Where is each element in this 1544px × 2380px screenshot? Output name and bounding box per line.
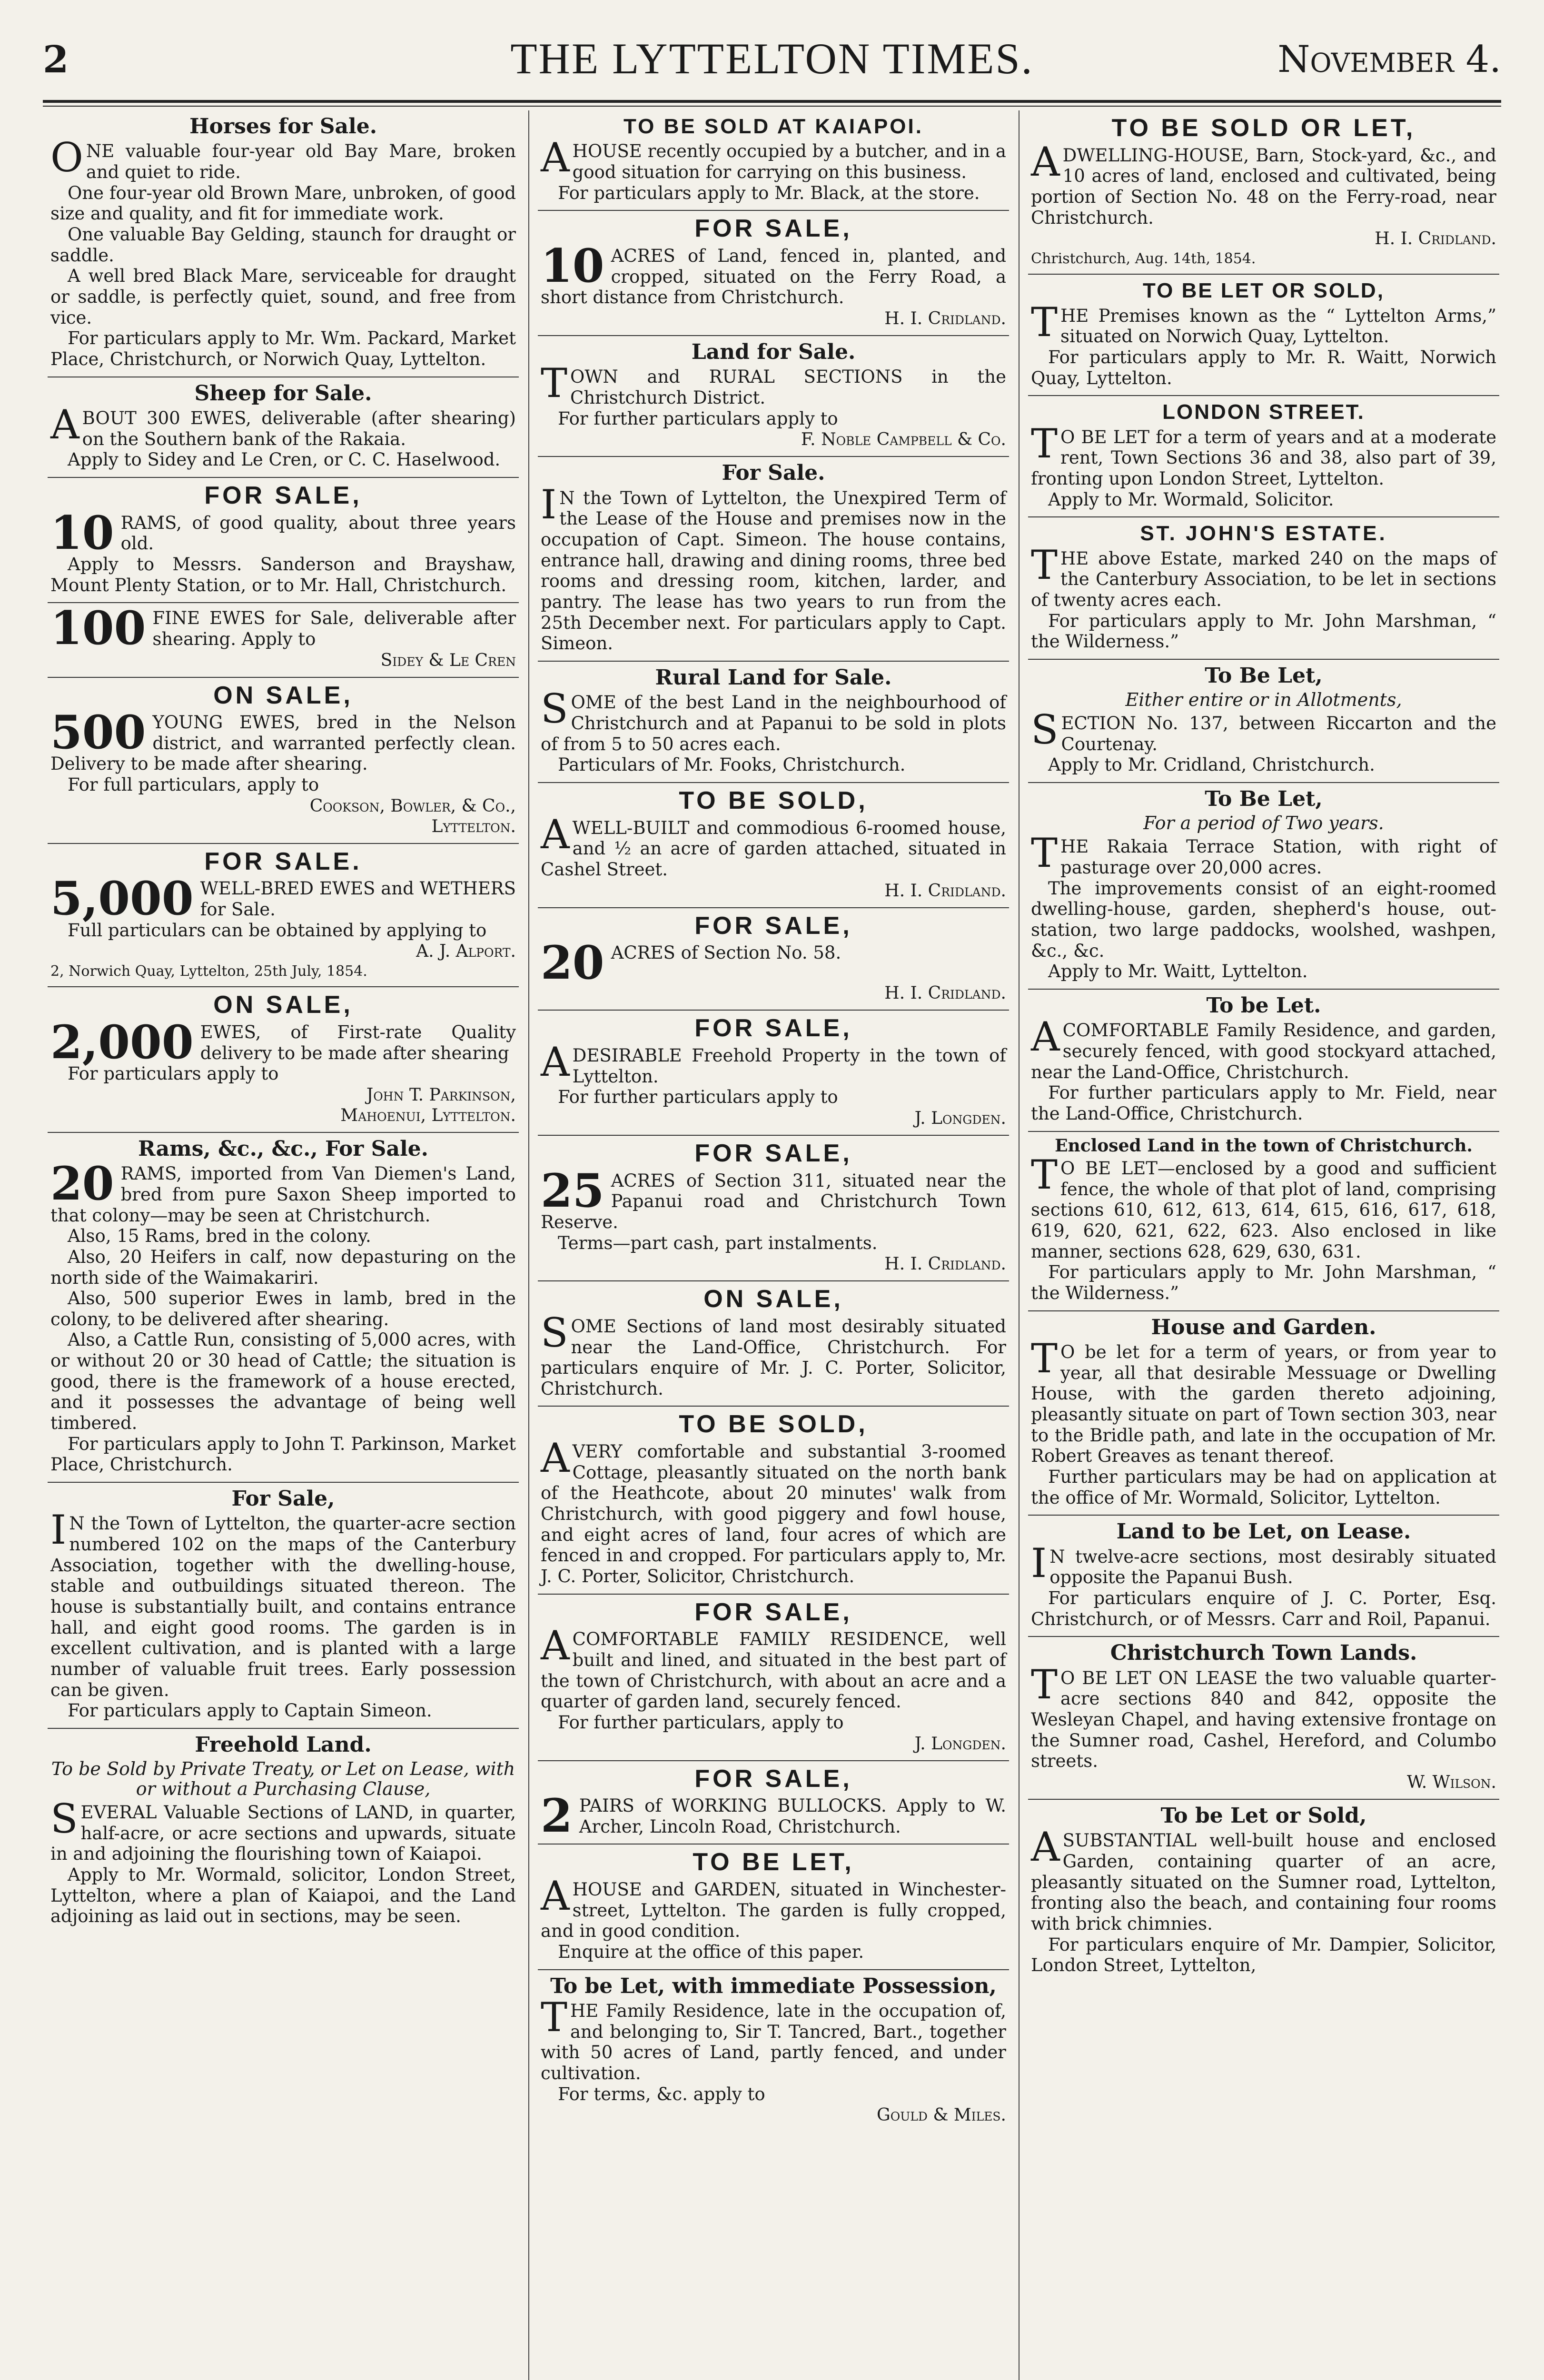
large-figure: 2,000: [50, 1015, 194, 1069]
drop-cap: T: [1031, 830, 1058, 877]
drop-cap: A: [541, 1435, 570, 1482]
ad-text: For particulars apply to Mr. Black, at the store.: [558, 182, 980, 203]
ad-heading: To be Let.: [1206, 993, 1321, 1018]
issue-date: November 4.: [1277, 38, 1501, 81]
ad-rams-for-sale: [48, 478, 519, 603]
ad-heading: To Be Let,: [1205, 663, 1323, 688]
drop-cap: O: [50, 134, 83, 181]
ad-heading: Christchurch Town Lands.: [1110, 1641, 1417, 1666]
ad-body: HE above Estate, marked 240 on the maps of the Canterbury Association, to be let in sections of twenty acres each.: [1031, 548, 1496, 610]
ad-text: Apply to Sidey and Le Cren, or C. C. Haselwood.: [68, 449, 501, 470]
ad-heading: TO BE SOLD OR LET,: [1111, 114, 1416, 142]
ad-heading: TO BE SOLD,: [679, 1410, 868, 1438]
drop-cap: T: [1031, 420, 1058, 467]
drop-cap: I: [541, 481, 557, 528]
ad-sumner-road-house: [1028, 1800, 1499, 1983]
ad-text: For further particulars apply to: [558, 1087, 838, 1108]
ad-text: For particulars apply to Captain Simeon.: [68, 1700, 432, 1721]
ad-heading: TO BE SOLD AT KAIAPOI.: [624, 115, 923, 138]
ad-text: For particulars apply to Mr. John Marshman, “ the Wilderness.”: [1031, 1262, 1496, 1304]
ad-body: WELL-BRED EWES and WETHERS for Sale.: [200, 878, 516, 920]
ad-heading: TO BE LET OR SOLD,: [1143, 279, 1385, 303]
ad-town-section-102: [48, 1483, 519, 1729]
masthead: [43, 24, 1501, 90]
ad-heading: LONDON STREET.: [1162, 400, 1365, 424]
ad-body: DWELLING-HOUSE, Barn, Stock-yard, &c., and 10 acres of land, enclosed and cultivated, being portion of Section No. 48 on the Ferry-road, near Christchurch.: [1031, 145, 1496, 228]
ad-family-residence-land-office: [1028, 990, 1499, 1132]
drop-cap: I: [50, 1507, 67, 1554]
ad-signature: A. J. Alport.: [416, 942, 516, 962]
ad-body: O be let for a term of years, or from year to year, all that desirable Messuage or Dwelling House, with the garden thereto adjoining, pleasantly situate on part of Town section 303, near to the Bridle path, and late in the occupation of Mr. Robert Greaves as tenant thereof.: [1031, 1342, 1496, 1467]
ad-body: HE Family Residence, late in the occupation of, and belonging to, Sir T. Tancred, Bart., together with 50 acres of Land, partly fenced, and under cultivation.: [541, 2001, 1006, 2084]
ad-london-street: [1028, 396, 1499, 517]
drop-cap: T: [541, 1994, 568, 2041]
drop-cap: S: [1031, 706, 1059, 754]
ad-heading: FOR SALE,: [694, 1765, 852, 1793]
ad-heading: Rural Land for Sale.: [655, 665, 892, 690]
drop-cap: T: [1031, 1661, 1058, 1708]
ad-body: WELL-BUILT and commodious 6-roomed house, and ½ an acre of garden attached, situated in Cashel Street.: [541, 817, 1006, 880]
ad-young-ewes: [48, 678, 519, 844]
ad-text: Also, 15 Rams, bred in the colony.: [68, 1226, 371, 1247]
ad-tancred-residence: [538, 1970, 1009, 2132]
ad-text: Apply to Mr. Wormald, solicitor, London Street, Lyttelton, where a plan of Kaiapoi, and the Land adjoining as laid out in sections, may be seen.: [50, 1864, 516, 1927]
ad-text: For particulars enquire of J. C. Porter, Esq. Christchurch, or of Messrs. Carr and Roil, Papanui.: [1031, 1588, 1496, 1629]
ad-dateline: Christchurch, Aug. 14th, 1854.: [1031, 250, 1256, 268]
ad-rural-land: [538, 662, 1009, 783]
drop-cap: A: [1031, 1013, 1060, 1061]
ad-lyttelton-arms: [1028, 275, 1499, 396]
ad-heading: TO BE LET,: [693, 1848, 854, 1876]
ad-text: Apply to Mr. Waitt, Lyttelton.: [1048, 961, 1308, 982]
ad-heading: FOR SALE,: [204, 481, 362, 509]
drop-cap: S: [541, 1309, 568, 1356]
ad-body: HE Rakaia Terrace Station, with right of pasturage over 20,000 acres.: [1060, 836, 1496, 878]
ad-body: ACRES of Land, fenced in, planted, and cropped, situated on the Ferry Road, a short distance from Christchurch.: [541, 245, 1006, 308]
ad-heading: Sheep for Sale.: [194, 381, 372, 406]
ad-body: VERY comfortable and substantial 3-roomed Cottage, pleasantly situated on the north bank of the Heathcote, about 20 minutes' walk from Christchurch, with good piggery and fowl house, and eight acres of land, four acres of which are fenced in and cropped. For particulars apply to, Mr. J. C. Porter, Solicitor, Christchurch.: [541, 1441, 1006, 1587]
large-figure: 5,000: [50, 872, 194, 926]
ad-section-311: [538, 1136, 1009, 1281]
ad-text: For full particulars, apply to: [68, 774, 319, 795]
ad-text: Apply to Mr. Cridland, Christchurch.: [1048, 754, 1375, 775]
ad-text: For particulars enquire of Mr. Dampier, Solicitor, London Street, Lyttelton,: [1031, 1934, 1496, 1976]
ad-signature: Gould & Miles.: [876, 2105, 1006, 2125]
ad-section-58: [538, 908, 1009, 1011]
ad-body: N the Town of Lyttelton, the Unexpired Term of the Lease of the House and premises now in the occupation of Capt. Simeon. The house contains, entrance hall, drawing and dining rooms, three bed rooms and dressing room, kitchen, larder, and pantry. The lease has two years to run from the 25th December next. For particulars apply to Capt. Simeon.: [541, 487, 1006, 654]
ad-heading: To be Let, with immediate Possession,: [550, 1973, 997, 1998]
ad-heading: FOR SALE.: [204, 847, 362, 875]
ad-body: ACRES of Section 311, situated near the Papanui road and Christchurch Town Reserve.: [541, 1170, 1006, 1232]
ad-body: O BE LET for a term of years and at a moderate rent, Town Sections 36 and 38, also part of 39, fronting upon London Street, Lyttelton.: [1031, 426, 1496, 489]
large-figure: 10: [541, 238, 604, 293]
ad-body: ECTION No. 137, between Riccarton and the Courtenay.: [1061, 713, 1496, 754]
ad-heading: Land to be Let, on Lease.: [1116, 1519, 1411, 1544]
drop-cap: S: [541, 685, 568, 733]
ad-horses-for-sale: [48, 110, 519, 377]
ad-heading: Enclosed Land in the town of Christchurch.: [1055, 1135, 1473, 1156]
ad-signature: F. Noble Campbell & Co.: [801, 430, 1006, 450]
ad-body: EWES, of First-rate Quality delivery to be made after shearing: [200, 1021, 516, 1063]
ad-text: Enquire at the office of this paper.: [558, 1942, 864, 1963]
ad-text: Terms—part cash, part instalments.: [558, 1232, 878, 1253]
large-figure: 100: [50, 601, 146, 655]
column-divider: [528, 110, 529, 2380]
drop-cap: A: [1031, 138, 1060, 185]
ad-text: For particulars apply to Mr. John Marshman, “ the Wilderness.”: [1031, 610, 1496, 652]
ad-text: The improvements consist of an eight-roomed dwelling-house, garden, shepherd's house, out-station, two large paddocks, woolshed, washpen, &c., &c.: [1031, 878, 1496, 961]
masthead-rule-thin: [43, 106, 1501, 107]
large-figure: 500: [50, 705, 146, 760]
ad-body: O BE LET—enclosed by a good and sufficient fence, the whole of that plot of land, comprising sections 610, 612, 613, 614, 615, 616, 617, 618, 619, 620, 621, 622, 623. Also enclosed in like manner, sections 628, 629, 630, 631.: [1031, 1158, 1496, 1262]
ad-text: One four-year old Brown Mare, unbroken, of good size and quality, and fit for immediate work.: [50, 182, 516, 224]
ad-text: Also, 20 Heifers in calf, now depasturing on the north side of the Waimakariri.: [50, 1246, 516, 1288]
ad-house-and-garden: [1028, 1311, 1499, 1516]
ad-subheading: Either entire or in Allotments,: [1125, 689, 1402, 711]
drop-cap: A: [1031, 1824, 1060, 1871]
ad-text: Apply to Mr. Wormald, Solicitor.: [1048, 489, 1334, 510]
ad-heading: Freehold Land.: [195, 1733, 372, 1757]
ad-heading: FOR SALE,: [694, 1014, 852, 1042]
ad-lease-lyttelton: [538, 457, 1009, 662]
column-2: [538, 110, 1009, 2380]
ad-heading: House and Garden.: [1151, 1315, 1376, 1339]
ad-rakaia-terrace-station: [1028, 783, 1499, 990]
large-figure: 10: [50, 506, 114, 560]
ad-text: Particulars of Mr. Fooks, Christchurch.: [558, 754, 906, 775]
ad-heading: TO BE SOLD,: [679, 786, 868, 814]
ad-heading: ST. JOHN'S ESTATE.: [1140, 522, 1387, 545]
ad-fine-ewes: [48, 603, 519, 677]
ad-heathcote-cottage: [538, 1407, 1009, 1594]
ad-text: For particulars apply to Mr. R. Waitt, Norwich Quay, Lyttelton.: [1031, 347, 1496, 388]
drop-cap: A: [541, 1039, 570, 1086]
large-figure: 20: [50, 1157, 114, 1211]
ad-body: PAIRS of WORKING BULLOCKS. Apply to W. Archer, Lincoln Road, Christchurch.: [579, 1795, 1006, 1837]
ad-heading: For Sale.: [722, 461, 825, 486]
ad-heading: For Sale,: [231, 1487, 335, 1511]
ad-signature: J. Longden.: [914, 1734, 1006, 1754]
ad-text: Full particulars can be obtained by applying to: [68, 920, 487, 941]
ad-body: ACRES of Section No. 58.: [611, 942, 841, 963]
ad-sheep-for-sale: [48, 377, 519, 478]
ad-text: For further particulars apply to Mr. Field, near the Land-Office, Christchurch.: [1031, 1082, 1496, 1124]
ad-kaiapoi-house: [538, 110, 1009, 211]
page-number: 2: [43, 38, 69, 81]
ad-signature: H. I. Cridland.: [884, 308, 1006, 328]
drop-cap: I: [1031, 1539, 1047, 1587]
ad-body: HE Premises known as the “ Lyttelton Arms,” situated on Norwich Quay, Lyttelton.: [1060, 305, 1496, 347]
ad-body: BOUT 300 EWES, deliverable (after shearing) on the Southern bank of the Rakaia.: [82, 408, 516, 449]
ad-body: NE valuable four-year old Bay Mare, broken and quiet to ride.: [86, 141, 516, 183]
ad-freehold-land: [48, 1729, 519, 1934]
ad-subheading: To be Sold by Private Treaty, or Let on Lease, with or without a Purchasing Clause,: [51, 1758, 515, 1800]
ad-body: FINE EWES for Sale, deliverable after shearing. Apply to: [152, 608, 516, 649]
drop-cap: T: [1031, 541, 1058, 588]
ad-christchurch-town-lands: [1028, 1637, 1499, 1800]
large-figure: 25: [541, 1163, 604, 1218]
drop-cap: T: [1031, 1151, 1058, 1199]
ad-heading: Rams, &c., &c., For Sale.: [138, 1136, 428, 1161]
ad-body: OME Sections of land most desirably situated near the Land-Office, Christchurch. For particulars enquire of Mr. J. C. Porter, Solicitor, Christchurch.: [541, 1316, 1006, 1399]
drop-cap: A: [541, 1622, 570, 1669]
ad-text: Apply to Messrs. Sanderson and Brayshaw, Mount Plenty Station, or to Mr. Hall, Christchurch.: [50, 554, 516, 595]
ad-working-bullocks: [538, 1761, 1009, 1845]
ad-heading: To be Let or Sold,: [1160, 1804, 1367, 1828]
ad-text: For further particulars, apply to: [558, 1712, 844, 1733]
ad-text: Further particulars may be had on application at the office of Mr. Wormald, Solicitor, Lyttelton.: [1031, 1467, 1496, 1508]
ad-heading: To Be Let,: [1205, 787, 1323, 812]
large-figure: 2: [541, 1789, 573, 1843]
ad-body: EVERAL Valuable Sections of LAND, in quarter, half-acre, or acre sections and upwards, situate in and adjoining the flourishing town of Kaiapoi.: [50, 1802, 516, 1864]
large-figure: 20: [541, 936, 604, 990]
ad-body: N twelve-acre sections, most desirably situated opposite the Papanui Bush.: [1049, 1546, 1496, 1588]
ad-text: For terms, &c. apply to: [558, 2083, 765, 2104]
ad-signature: John T. Parkinson,: [366, 1085, 516, 1105]
ad-signature: J. Longden.: [914, 1109, 1006, 1129]
column-1: [48, 110, 519, 2380]
ad-st-johns-estate: [1028, 517, 1499, 660]
drop-cap: T: [1031, 298, 1058, 346]
ad-text: For further particulars apply to: [558, 408, 838, 429]
ad-signature: H. I. Cridland.: [884, 881, 1006, 901]
ad-text: Also, 500 superior Ewes in lamb, bred in the colony, to be delivered after shearing.: [50, 1288, 516, 1329]
ad-well-bred-ewes: [48, 844, 519, 988]
newspaper-title: THE LYTTELTON TIMES.: [510, 34, 1034, 83]
column-3: [1028, 110, 1499, 2380]
ad-signature: H. I. Cridland.: [884, 983, 1006, 1003]
ad-dwelling-house-ferry-road: [1028, 110, 1499, 275]
ad-text: For particulars apply to Mr. Wm. Packard, Market Place, Christchurch, or Norwich Quay, Lyttelton.: [50, 328, 516, 369]
ad-dateline: 2, Norwich Quay, Lyttelton, 25th July, 1854.: [50, 963, 367, 980]
ad-body: SUBSTANTIAL well-built house and enclosed Garden, containing quarter of an acre, pleasantly situated on the Sumner road, Lyttelton, fronting also the beach, and containing four rooms with brick chimnies.: [1031, 1830, 1496, 1934]
ad-section-137: [1028, 660, 1499, 783]
ad-text: Also, a Cattle Run, consisting of 5,000 acres, with or without 20 or 30 head of Cattle; the situation is good, there is the framework of a house erected, and it possesses the advantage of being well timbered.: [50, 1329, 516, 1434]
ad-land-on-lease: [1028, 1516, 1499, 1637]
ad-heading: Horses for Sale.: [189, 114, 377, 139]
ad-ewes-first-rate: [48, 987, 519, 1133]
drop-cap: T: [1031, 1335, 1058, 1382]
ad-body: COMFORTABLE Family Residence, and garden, securely fenced, with good stockyard attached, near the Land-Office, Christchurch.: [1031, 1020, 1496, 1082]
ad-body: RAMS, of good quality, about three years old.: [120, 512, 516, 554]
ad-heading: FOR SALE,: [694, 1598, 852, 1626]
drop-cap: A: [50, 401, 79, 448]
ad-land-for-sale: [538, 336, 1009, 457]
ad-text: For particulars apply to John T. Parkinson, Market Place, Christchurch.: [50, 1433, 516, 1475]
ad-signature: H. I. Cridland.: [1375, 229, 1496, 249]
ad-signature-place: Lyttelton.: [431, 816, 516, 836]
ad-rams-etc: [48, 1133, 519, 1483]
ad-heading: FOR SALE,: [694, 912, 852, 940]
ad-text: For particulars apply to: [68, 1063, 279, 1084]
masthead-rule: [43, 100, 1501, 103]
ad-body: HOUSE and GARDEN, situated in Winchester-street, Lyttelton. The garden is fully cropped, and in good condition.: [541, 1879, 1006, 1942]
ad-body: YOUNG EWES, bred in the Nelson district, and warranted perfectly clean. Delivery to be made after shearing.: [50, 712, 516, 774]
ad-heading: FOR SALE,: [694, 1140, 852, 1168]
ad-signature: H. I. Cridland.: [884, 1254, 1006, 1274]
drop-cap: A: [541, 1873, 570, 1920]
ad-body: N the Town of Lyttelton, the quarter-acre section numbered 102 on the maps of the Canterbury Association, together with the dwelling-house, stable and outbuildings situated thereon. The house is substantially built, and contains entrance hall, and eight good rooms. The garden is in excellent cultivation, and is planted with a large number of valuable fruit trees. Early possession can be given.: [50, 1513, 516, 1700]
ad-family-residence-christchurch: [538, 1595, 1009, 1761]
ad-cashel-street-house: [538, 783, 1009, 908]
ad-body: OWN and RURAL SECTIONS in the Christchurch District.: [570, 367, 1006, 408]
ad-signature: Sidey & Le Cren: [380, 650, 516, 670]
ad-heading: FOR SALE,: [694, 215, 852, 243]
drop-cap: A: [541, 811, 570, 858]
ad-heading: ON SALE,: [213, 991, 353, 1019]
ad-heading: ON SALE,: [213, 681, 353, 709]
ad-enclosed-land: [1028, 1132, 1499, 1311]
ad-ten-acres: [538, 211, 1009, 336]
ad-body: DESIRABLE Freehold Property in the town of Lyttelton.: [572, 1045, 1006, 1087]
drop-cap: A: [541, 134, 570, 181]
ad-freehold-lyttelton: [538, 1011, 1009, 1136]
ad-body: O BE LET ON LEASE the two valuable quarter-acre sections 840 and 842, opposite the Wesleyan Chapel, and having extensive frontage on the Sumner road, Cashel, Hereford, and Columbo streets.: [1031, 1667, 1496, 1772]
ad-body: COMFORTABLE FAMILY RESIDENCE, well built and lined, and situated in the best part of the town of Christchurch, with about an acre and a quarter of garden land, securely fenced.: [541, 1629, 1006, 1712]
ad-text: A well bred Black Mare, serviceable for draught or saddle, is perfectly quiet, sound, and free from vice.: [50, 266, 516, 328]
ad-signature: W. Wilson.: [1406, 1773, 1496, 1793]
ad-text: One valuable Bay Gelding, staunch for draught or saddle.: [50, 224, 516, 266]
ad-heading: ON SALE,: [703, 1285, 843, 1313]
ad-land-office-sections: [538, 1281, 1009, 1407]
ad-signature: Cookson, Bowler, & Co.,: [309, 796, 516, 816]
ad-winchester-street: [538, 1844, 1009, 1970]
ad-heading: Land for Sale.: [691, 339, 856, 364]
ad-body: HOUSE recently occupied by a butcher, and in a good situation for carrying on this business.: [572, 141, 1006, 183]
ad-subheading: For a period of Two years.: [1143, 813, 1384, 834]
drop-cap: S: [50, 1795, 78, 1843]
ad-body: RAMS, imported from Van Diemen's Land, bred from pure Saxon Sheep imported to that colony—may be seen at Christchurch.: [50, 1163, 516, 1226]
ad-body: OME of the best Land in the neighbourhood of Christchurch and at Papanui to be sold in plots of from 5 to 50 acres each.: [541, 692, 1006, 754]
ad-signature-place: Mahoenui, Lyttelton.: [340, 1105, 516, 1125]
drop-cap: T: [541, 360, 568, 407]
